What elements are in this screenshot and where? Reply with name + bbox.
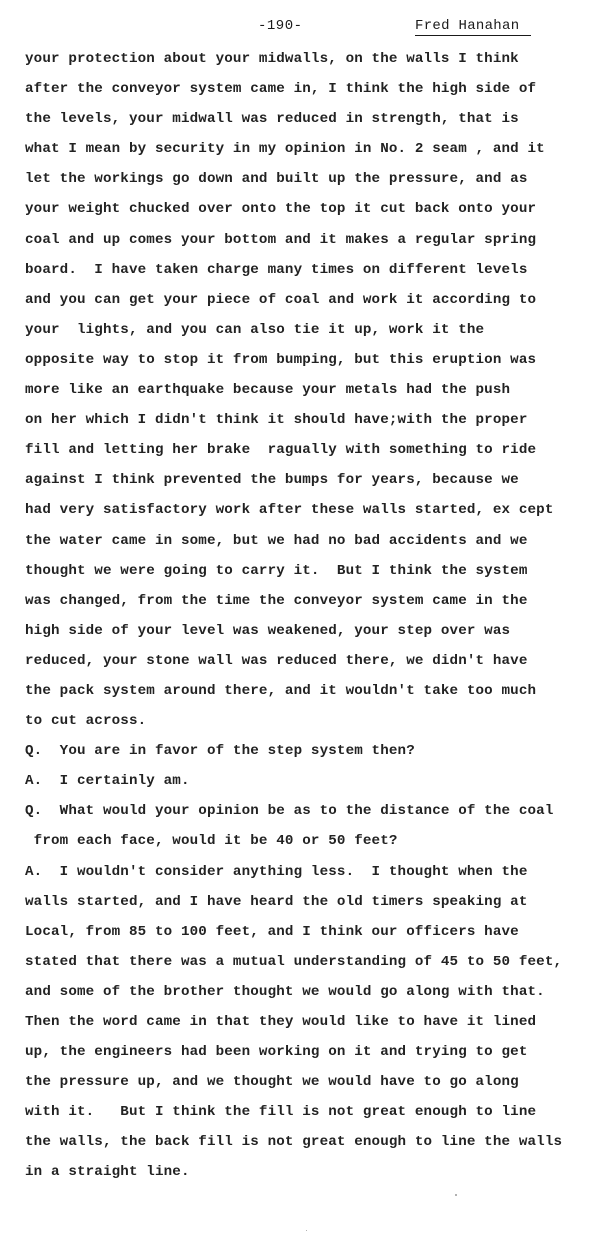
text-line: and you can get your piece of coal and work it according to [25,291,537,308]
text-line: was changed, from the time the conveyor system came in the [25,592,528,609]
text-line: up, the engineers had been working on it and trying to get [25,1044,528,1061]
text-line: stated that there was a mutual understanding of 45 to 50 feet, [25,953,563,970]
text-line: your protection about your midwalls, on the walls I think [25,51,519,67]
text-line: with it. But I think the fill is not great enough to line [25,1104,537,1121]
text-line: and some of the brother thought we would go along with that. [25,983,545,1000]
text-line: coal and up comes your bottom and it makes a regular spring [25,231,537,248]
text-line: against I think prevented the bumps for years, because we [25,472,519,489]
text-line: your lights, and you can also tie it up, work it the [25,321,485,338]
text-line: board. I have taken charge many times on different levels [25,261,528,278]
text-line: Local, from 85 to 100 feet, and I think our officers have [25,923,519,940]
transcript-body [25,44,605,1188]
text-line: your weight chucked over onto the top it cut back onto your [25,201,537,218]
text-line: the pressure up, and we thought we would have to go along [25,1074,519,1091]
text-line: after the conveyor system came in, I think the high side of [25,81,537,98]
text-line: what I mean by security in my opinion in No. 2 seam , and it [25,141,545,158]
text-line: the levels, your midwall was reduced in strength, that is [25,111,519,128]
text-line: in a straight line. [25,1164,190,1181]
question-line: Q. What would your opinion be as to the distance of the coal [25,803,554,820]
text-line: thought we were going to carry it. But I think the system [25,562,528,579]
page-header [0,14,610,40]
text-line: opposite way to stop it from bumping, but this eruption was [25,351,537,368]
text-line: the pack system around there, and it wouldn't take too much [25,682,537,699]
answer-line: A. I certainly am. [25,773,190,790]
answer-line: A. I wouldn't consider anything less. I thought when the [25,863,528,880]
text-line: reduced, your stone wall was reduced there, we didn't have [25,652,528,669]
witness-name: Fred Hanahan [415,18,531,36]
text-line: fill and letting her brake ragually with something to ride [25,442,537,459]
scan-speck [306,1230,307,1231]
text-line: walls started, and I have heard the old timers speaking at [25,893,528,910]
page-number: -190- [258,18,303,34]
question-line: Q. You are in favor of the step system then? [25,743,415,760]
text-line: more like an earthquake because your metals had the push [25,382,511,399]
text-line: to cut across. [25,713,147,730]
text-line: the water came in some, but we had no bad accidents and we [25,532,528,549]
text-line: the walls, the back fill is not great enough to line the walls [25,1134,563,1151]
text-line: had very satisfactory work after these walls started, ex cept [25,502,554,519]
text-line: let the workings go down and built up the pressure, and as [25,171,528,188]
text-line: Then the word came in that they would like to have it lined [25,1014,537,1030]
text-line: high side of your level was weakened, your step over was [25,622,511,639]
scan-speck [455,1194,457,1196]
text-line: on her which I didn't think it should have;with the proper [25,412,528,429]
question-line: from each face, would it be 40 or 50 feet? [25,833,398,850]
